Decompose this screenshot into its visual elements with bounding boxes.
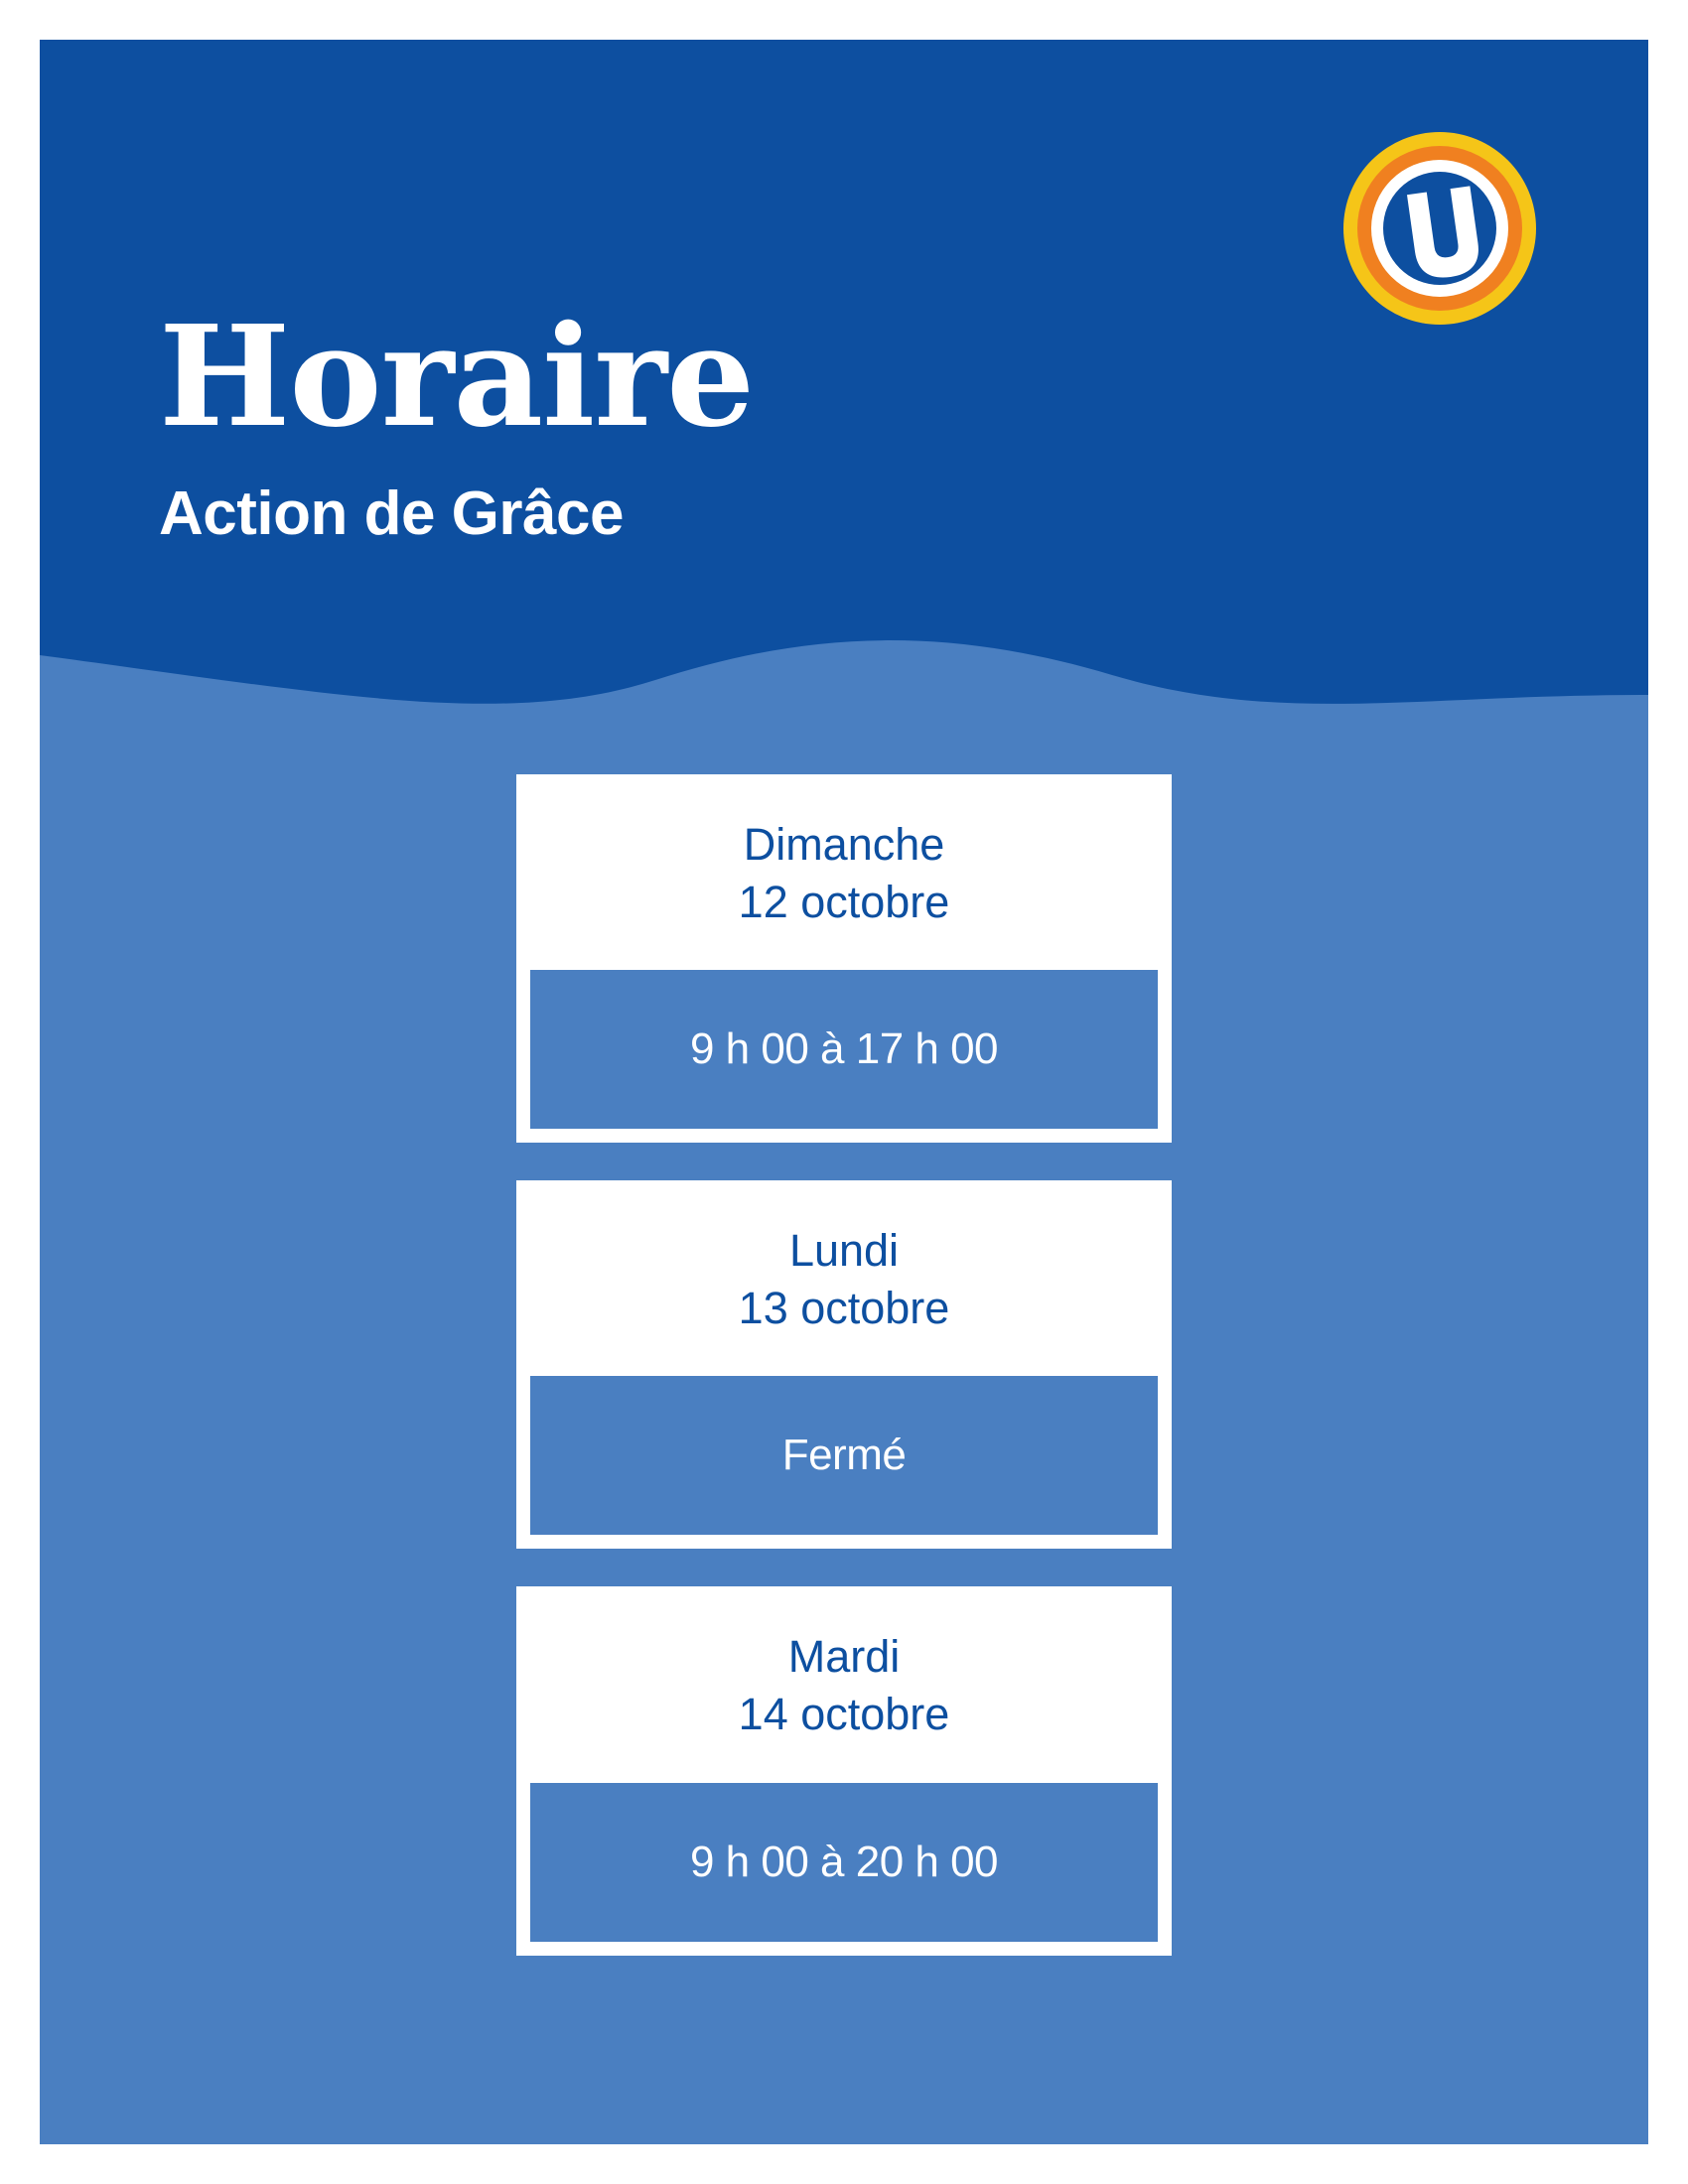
- day-name: Lundi: [788, 1225, 900, 1277]
- logo-u-icon: [1340, 129, 1539, 328]
- card-day-block: [516, 774, 1172, 966]
- page-subtitle: Action de Grâce: [159, 479, 624, 548]
- header-text-block: [159, 296, 755, 548]
- schedule-card: [516, 774, 1172, 1143]
- day-date: 13 octobre: [738, 1282, 950, 1333]
- day-hours: 9 h 00 à 17 h 00: [526, 966, 1162, 1133]
- day-date: 12 octobre: [738, 876, 950, 927]
- day-date: 14 octobre: [738, 1688, 950, 1739]
- day-name: Mardi: [787, 1631, 901, 1683]
- brand-logo: [1340, 129, 1539, 328]
- schedule-list: [40, 774, 1648, 1956]
- page-title: Horaire: [159, 296, 755, 459]
- day-name: Dimanche: [743, 819, 945, 870]
- card-day-block: [516, 1180, 1172, 1372]
- day-hours: Fermé: [526, 1372, 1162, 1539]
- poster: [40, 40, 1648, 2144]
- day-hours: 9 h 00 à 20 h 00: [526, 1779, 1162, 1946]
- schedule-card: [516, 1586, 1172, 1955]
- card-day-block: [516, 1586, 1172, 1778]
- schedule-card: [516, 1180, 1172, 1549]
